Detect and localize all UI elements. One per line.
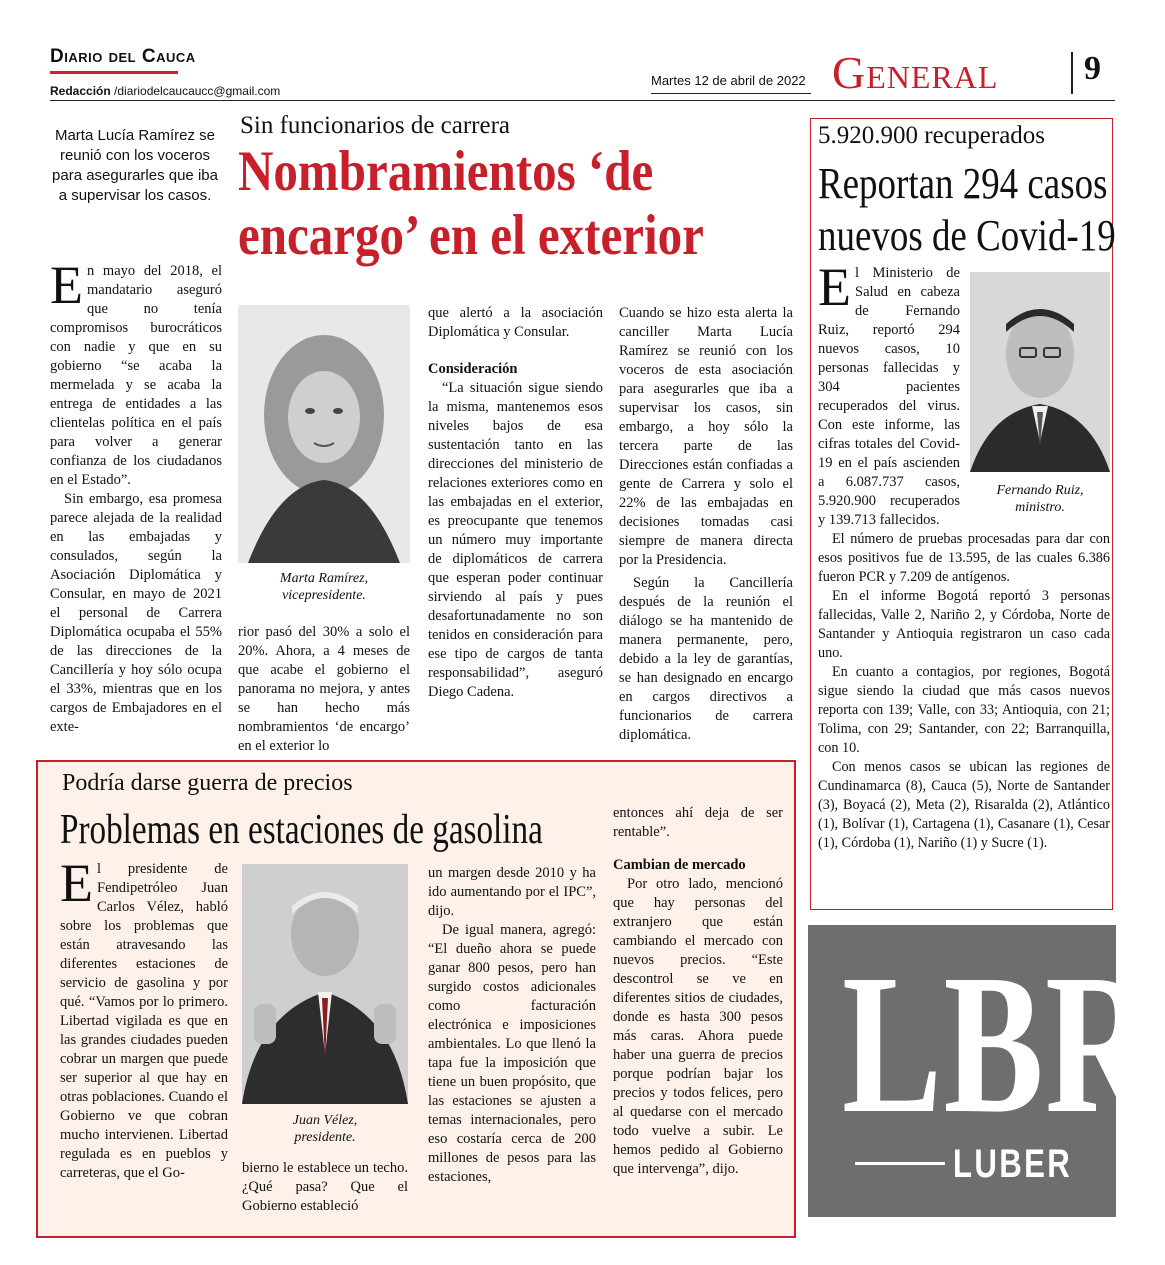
covid-column-full — [818, 530, 1110, 853]
main-column-1 — [50, 255, 222, 737]
caption-juan-line-1: Juan Vélez, — [292, 1113, 358, 1128]
covid-kicker: 5.920.900 recuperados — [818, 122, 1046, 149]
main-col4-para-1: Cuando se hizo esta alerta la canciller Marta Lucía Ramírez se reunió con los voceros de esta asociación para asegurarles que iba a supervisar los casos, sin embargo, a hoy sólo la tercera parte de las Direcciones están confiadas a gente de Carrera y solo el 22% de las embajadas en decisiones tomadas casi siempre de manera directa por la Presidencia. — [619, 305, 793, 568]
caption-juan-line-2: presidente. — [294, 1130, 356, 1145]
portrait-man-icon — [970, 272, 1110, 472]
covid-para-5: Con menos casos se ubican las regiones de Cundinamarca (8), Cauca (5), Norte de Santander (3), Boyacá (2), Meta (2), Risaralda (2), Atlántico (1), Bolívar (1), Cartagena (1), Casanare (1), Cesar (1), Córdoba (1), Nariño (1) y Sucre (1). — [818, 759, 1110, 851]
covid-text-1: l Ministerio de Salud en cabeza de Fernando Ruiz, reportó 294 nuevos casos, 10 personas fallecidas y 304 pacientes recuperados del virus. Con este informe, las cifras totales del Covid-19 en el país ascienden a 6.087.737 casos, 5.920.900 recuperados y 139.713 fallecidos. — [818, 265, 960, 528]
gasoline-dropcap: E — [60, 853, 93, 913]
main-col2-para-1: rior pasó del 30% a solo el 20%. Ahora, a 4 meses de que acabe el gobierno el panorama no mejora, y antes se han hecho más nombramientos ‘de encargo’ en el exterior lo — [238, 624, 410, 754]
caption-marta-line-1: Marta Ramírez, — [279, 571, 369, 586]
gasoline-col1-text-1: l presidente de Fendipetróleo Juan Carlos Vélez, habló sobre los problemas que están atravesando las diferentes estaciones de servicio de gasolina y por qué. “Vamos por lo primero. Libertad vigilada es que en las grandes ciudades pueden cobrar un margen que puede ser superior al que hay en otras poblaciones. Cuando el Gobierno ve que cobran mucho intervienen. Libertad regulada es en pueblos y carreteras, que el Go- — [60, 861, 228, 1181]
gasoline-kicker: Podría darse guerra de precios — [62, 770, 353, 796]
gasoline-col2-para-1: bierno le establece un techo. ¿Qué pasa? Que el Gobierno estableció — [242, 1160, 408, 1214]
luber-logo-rule — [855, 1162, 945, 1165]
portrait-woman-icon — [238, 305, 410, 563]
covid-para-3: En el informe Bogotá reportó 3 personas fallecidas, Valle 2, Nariño 2, y Córdoba, Norte de Santander y Antioquia registraron un caso cada uno. — [818, 588, 1110, 661]
header-rule — [50, 100, 1115, 101]
photo-caption-marta — [238, 570, 410, 604]
main-dropcap: E — [50, 255, 83, 315]
gasoline-col3-para-1: un margen desde 2010 y ha ido aumentando por el IPC”, dijo. — [428, 865, 596, 919]
main-col3-para-1: que alertó a la asociación Diplomática y Consular. — [428, 305, 603, 340]
gasoline-column-1 — [60, 853, 228, 1183]
photo-marta-ramirez — [238, 305, 410, 563]
portrait-man-thumbsup-icon — [242, 864, 408, 1104]
main-column-3 — [428, 304, 603, 702]
issue-date: Martes 12 de abril de 2022 — [651, 73, 806, 88]
main-subhead: Consideración — [428, 361, 518, 377]
photo-fernando-ruiz — [970, 272, 1110, 472]
page-number: 9 — [1084, 50, 1101, 87]
photo-caption-juan — [242, 1112, 408, 1146]
gasoline-column-2 — [242, 1159, 408, 1216]
gasoline-column-4 — [613, 804, 783, 1179]
main-col1-text-1: n mayo del 2018, el mandatario aseguró que no tenía compromisos burocráticos con nadie y que en su gobierno “se acaba la mermelada y se acaba la entrega de entidades a las clientelas política en el país para volver a generar confianza de los ciudadanos en el Estado”. — [50, 263, 222, 488]
luber-logo-lbr: LBR — [842, 934, 1155, 1155]
pull-quote: Marta Lucía Ramírez se reunió con los voceros para asegurarles que iba a supervisar los casos. — [52, 127, 218, 204]
gasoline-headline: Problemas en estaciones de gasolina — [60, 807, 543, 853]
main-column-2 — [238, 623, 410, 756]
masthead-logo: Diario del Cauca — [50, 46, 196, 67]
main-col4-para-2: Según la Cancillería después de la reunión el diálogo se ha mantenido de manera permanente, pero, debido a la ley de garantías, se han designado en encargo en cargos directivos a funcionarios de carrera diplomática. — [619, 575, 793, 743]
gasoline-column-3 — [428, 864, 596, 1187]
photo-caption-fernando — [970, 482, 1110, 516]
redaccion-label: Redacción — [50, 84, 111, 98]
caption-fernando-line-2: ministro. — [1015, 500, 1065, 515]
gasoline-col3-para-2: De igual manera, agregó: “El dueño ahora se puede ganar 800 pesos, pero han surgido costos adicionales como facturación electrónica e imposiciones ambientales. Lo que llenó la tapa fue la imposición que tiene un buen propósito, que las estaciones se ajusten a temas internacionales, pero eso costaría cerca de 200 millones de pesos para las estaciones, — [428, 922, 596, 1185]
gasoline-col1-para-1 — [60, 853, 228, 1183]
main-headline — [238, 140, 720, 268]
covid-headline-line-1: Reportan 294 casos — [818, 159, 1108, 208]
luber-logo-text: LUBER — [953, 1142, 1073, 1186]
covid-para-2: El número de pruebas procesadas para dar con esos positivos fue de 13.595, de las cuales 6.386 fueron PCR y 7.209 de antígenos. — [818, 531, 1110, 585]
section-title: General — [832, 47, 999, 98]
covid-para-1 — [818, 257, 960, 530]
covid-dropcap: E — [818, 257, 851, 317]
main-kicker: Sin funcionarios de carrera — [240, 112, 511, 139]
main-col3-para-2: “La situación sigue siendo la misma, mantenemos esos niveles bajos de esa sustentación tanto en las direcciones del ministerio de relaciones exteriores como en las embajadas en el exterior, es preocupante que tenemos un número muy importante de diplomáticos de carrera que esperan poder continuar sirviendo al país y pues desafortunadamente no son tenidos en consideración para ese tipo de cargos de tanta responsabilidad”, aseguró Diego Cadena. — [428, 380, 603, 700]
covid-headline-line-2: nuevos de Covid-19 — [818, 211, 1116, 260]
redaccion-line — [50, 84, 280, 98]
main-headline-line-2: encargo’ en el exterior — [238, 204, 704, 267]
covid-headline — [818, 158, 1116, 262]
gasoline-col4-para-2: Por otro lado, mencionó que hay personas del extranjero que están cambiando el mercado con nuevos precios. “Este descontrol se ve en diferentes sitios de ciudades, donde es hasta 300 pesos más caras. Ahora puede haber una guerra de precios porque podrían bajar los precios y todos felices, pero al quedarse con el mercado todo vuelve a subir. Le hemos pedido al Gobierno que intervenga”, dijo. — [613, 876, 783, 1177]
masthead-underline — [50, 71, 178, 74]
main-column-4 — [619, 304, 793, 745]
gasoline-col4-para-1: entonces ahí deja de ser rentable”. — [613, 805, 783, 840]
caption-marta-line-2: vicepresidente. — [282, 588, 366, 603]
main-headline-line-1: Nombramientos ‘de — [238, 140, 654, 203]
section-divider — [1071, 52, 1073, 94]
covid-column-left — [818, 257, 960, 530]
main-col1-para-2: Sin embargo, esa promesa parece alejada de la realidad en las embajadas y consulados, según la Asociación Diplomática y Consular, en mayo de 2021 el personal de Carrera Diplomática ocupaba el 55% de las direcciones de la Cancillería y hoy sólo ocupa el 33%, mientras que en los cargos de Embajadores en el exte- — [50, 491, 222, 735]
covid-para-4: En cuanto a contagios, por regiones, Bogotá sigue siendo la ciudad que más casos nuevos reporta con 139; Valle, con 33; Antioquia, con 21; Tolima, con 29; Santander, con 22; Barranquilla, con 10. — [818, 664, 1110, 756]
photo-juan-velez — [242, 864, 408, 1104]
gasoline-subhead: Cambian de mercado — [613, 857, 746, 873]
caption-fernando-line-1: Fernando Ruiz, — [996, 483, 1084, 498]
main-col1-para-1 — [50, 255, 222, 490]
date-rule — [651, 93, 811, 94]
redaccion-email: /diariodelcaucaucc@gmail.com — [110, 84, 281, 98]
